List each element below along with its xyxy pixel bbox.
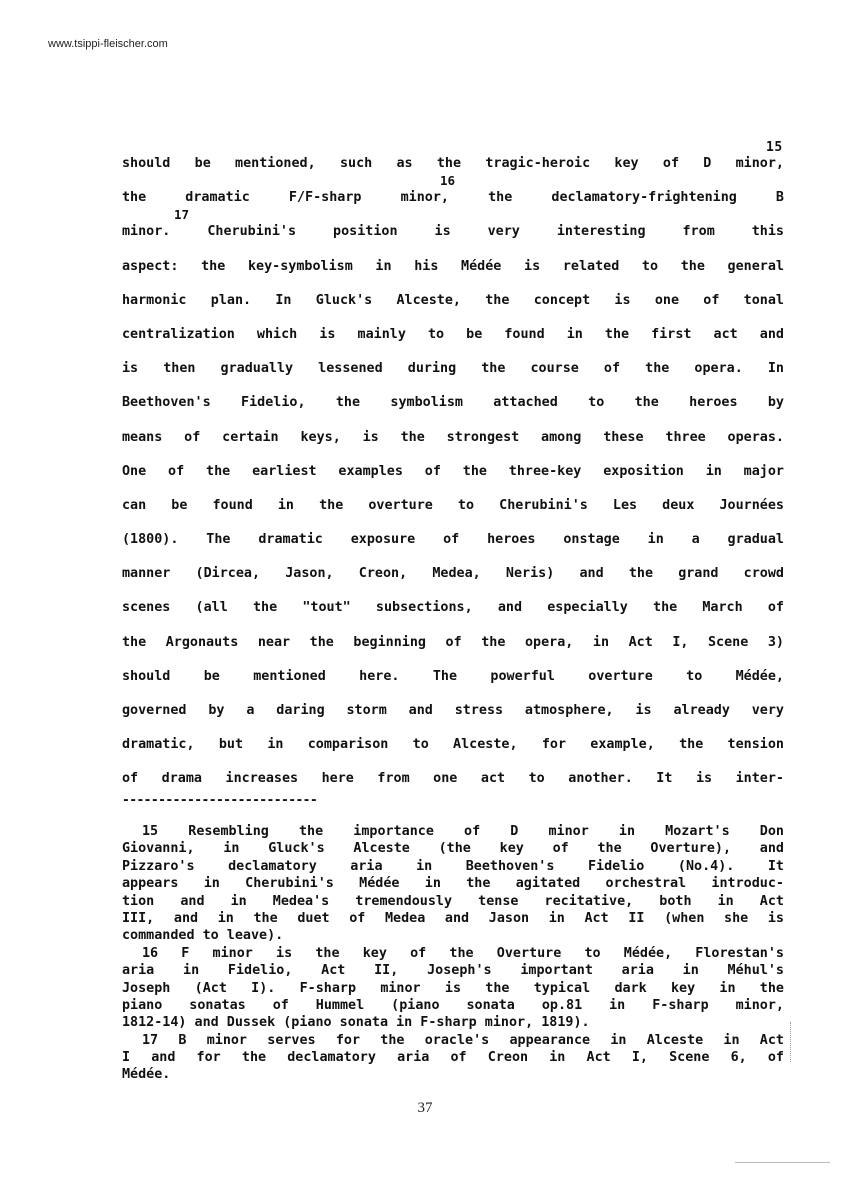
footnotes (122, 823, 784, 1084)
typed-page-number: 15 (766, 140, 783, 155)
body-line: of drama increases here from one act to another. It is inter- (122, 771, 784, 787)
body-line: Beethoven's Fidelio, the symbolism attached to the heroes by (122, 395, 784, 411)
body-line: can be found in the overture to Cherubini's Les deux Journées (122, 497, 784, 513)
footnote-line: Médée. (122, 1067, 171, 1083)
body-line: dramatic, but in comparison to Alceste, for example, the tension (122, 737, 784, 753)
body-line (122, 173, 784, 223)
footnote-line: tion and in Medea's tremendously tense recitative, both in Act (122, 893, 784, 909)
body-line: should be mentioned here. The powerful overture to Médée, (122, 668, 784, 684)
body-line: centralization which is mainly to be found in the first act and (122, 326, 784, 342)
body-line: One of the earliest examples of the three-key exposition in major (122, 463, 784, 479)
body-line: aspect: the key-symbolism in his Médée is related to the general (122, 258, 784, 274)
body-line: harmonic plan. In Gluck's Alceste, the concept is one of tonal (122, 292, 784, 308)
body-line: scenes (all the "tout" subsections, and especially the March of (122, 600, 784, 616)
footnote-line: Joseph (Act I). F-sharp minor is the typical dark key in the (122, 980, 784, 996)
footnote-line: Pizzaro's declamatory aria in Beethoven's Fidelio (No.4). It (122, 858, 784, 874)
body-line: is then gradually lessened during the course of the opera. In (122, 361, 784, 377)
site-url: www.tsippi-fleischer.com (48, 38, 168, 50)
body-line: the Argonauts near the beginning of the opera, in Act I, Scene 3) (122, 634, 784, 650)
scan-artifact (735, 1162, 830, 1163)
footnote-ref-17: 17 (174, 207, 190, 223)
body-line-text: minor. Cherubini's position is very interesting from this (122, 224, 784, 240)
page-number: 37 (417, 1100, 433, 1116)
body-line (122, 207, 784, 257)
footnote-line: appears in Cherubini's Médée in the agitated orchestral introduc- (122, 876, 784, 892)
body-line: governed by a daring storm and stress atmosphere, is already very (122, 703, 784, 718)
footnote-line: commanded to leave). (122, 928, 284, 944)
footnote-line: 17 B minor serves for the oracle's appearance in Alceste in Act (142, 1032, 784, 1048)
body-line: (1800). The dramatic exposure of heroes onstage in a gradual (122, 532, 784, 548)
body-line: should be mentioned, such as the tragic-heroic key of D minor, (122, 156, 784, 171)
footnote-line: 16 F minor is the key of the Overture to Médée, Florestan's (142, 945, 784, 961)
scan-artifact (790, 1022, 792, 1062)
body-line: means of certain keys, is the strongest among these three operas. (122, 429, 784, 445)
footnote-separator: --------------------------- (122, 793, 318, 808)
footnote-ref-16: 16 (440, 173, 456, 189)
body-text (122, 155, 784, 805)
footnote-line: 1812-14) and Dussek (piano sonata in F-sharp minor, 1819). (122, 1015, 590, 1031)
body-line: manner (Dircea, Jason, Creon, Medea, Neris) and the grand crowd (122, 566, 784, 582)
footnote-line: aria in Fidelio, Act II, Joseph's important aria in Méhul's (122, 963, 784, 979)
footnote-line: 15 Resembling the importance of D minor in Mozart's Don (142, 824, 784, 839)
footnote-line: III, and in the duet of Medea and Jason in Act II (when she is (122, 910, 784, 926)
body-line-text: the dramatic F/F-sharp minor, the declamatory-frightening B (122, 190, 784, 206)
footnote-line: piano sonatas of Hummel (piano sonata op.81 in F-sharp minor, (122, 997, 784, 1013)
footnote-line: I and for the declamatory aria of Creon in Act I, Scene 6, of (122, 1050, 784, 1066)
footnote-line: Giovanni, in Gluck's Alceste (the key of the Overture), and (122, 841, 784, 857)
